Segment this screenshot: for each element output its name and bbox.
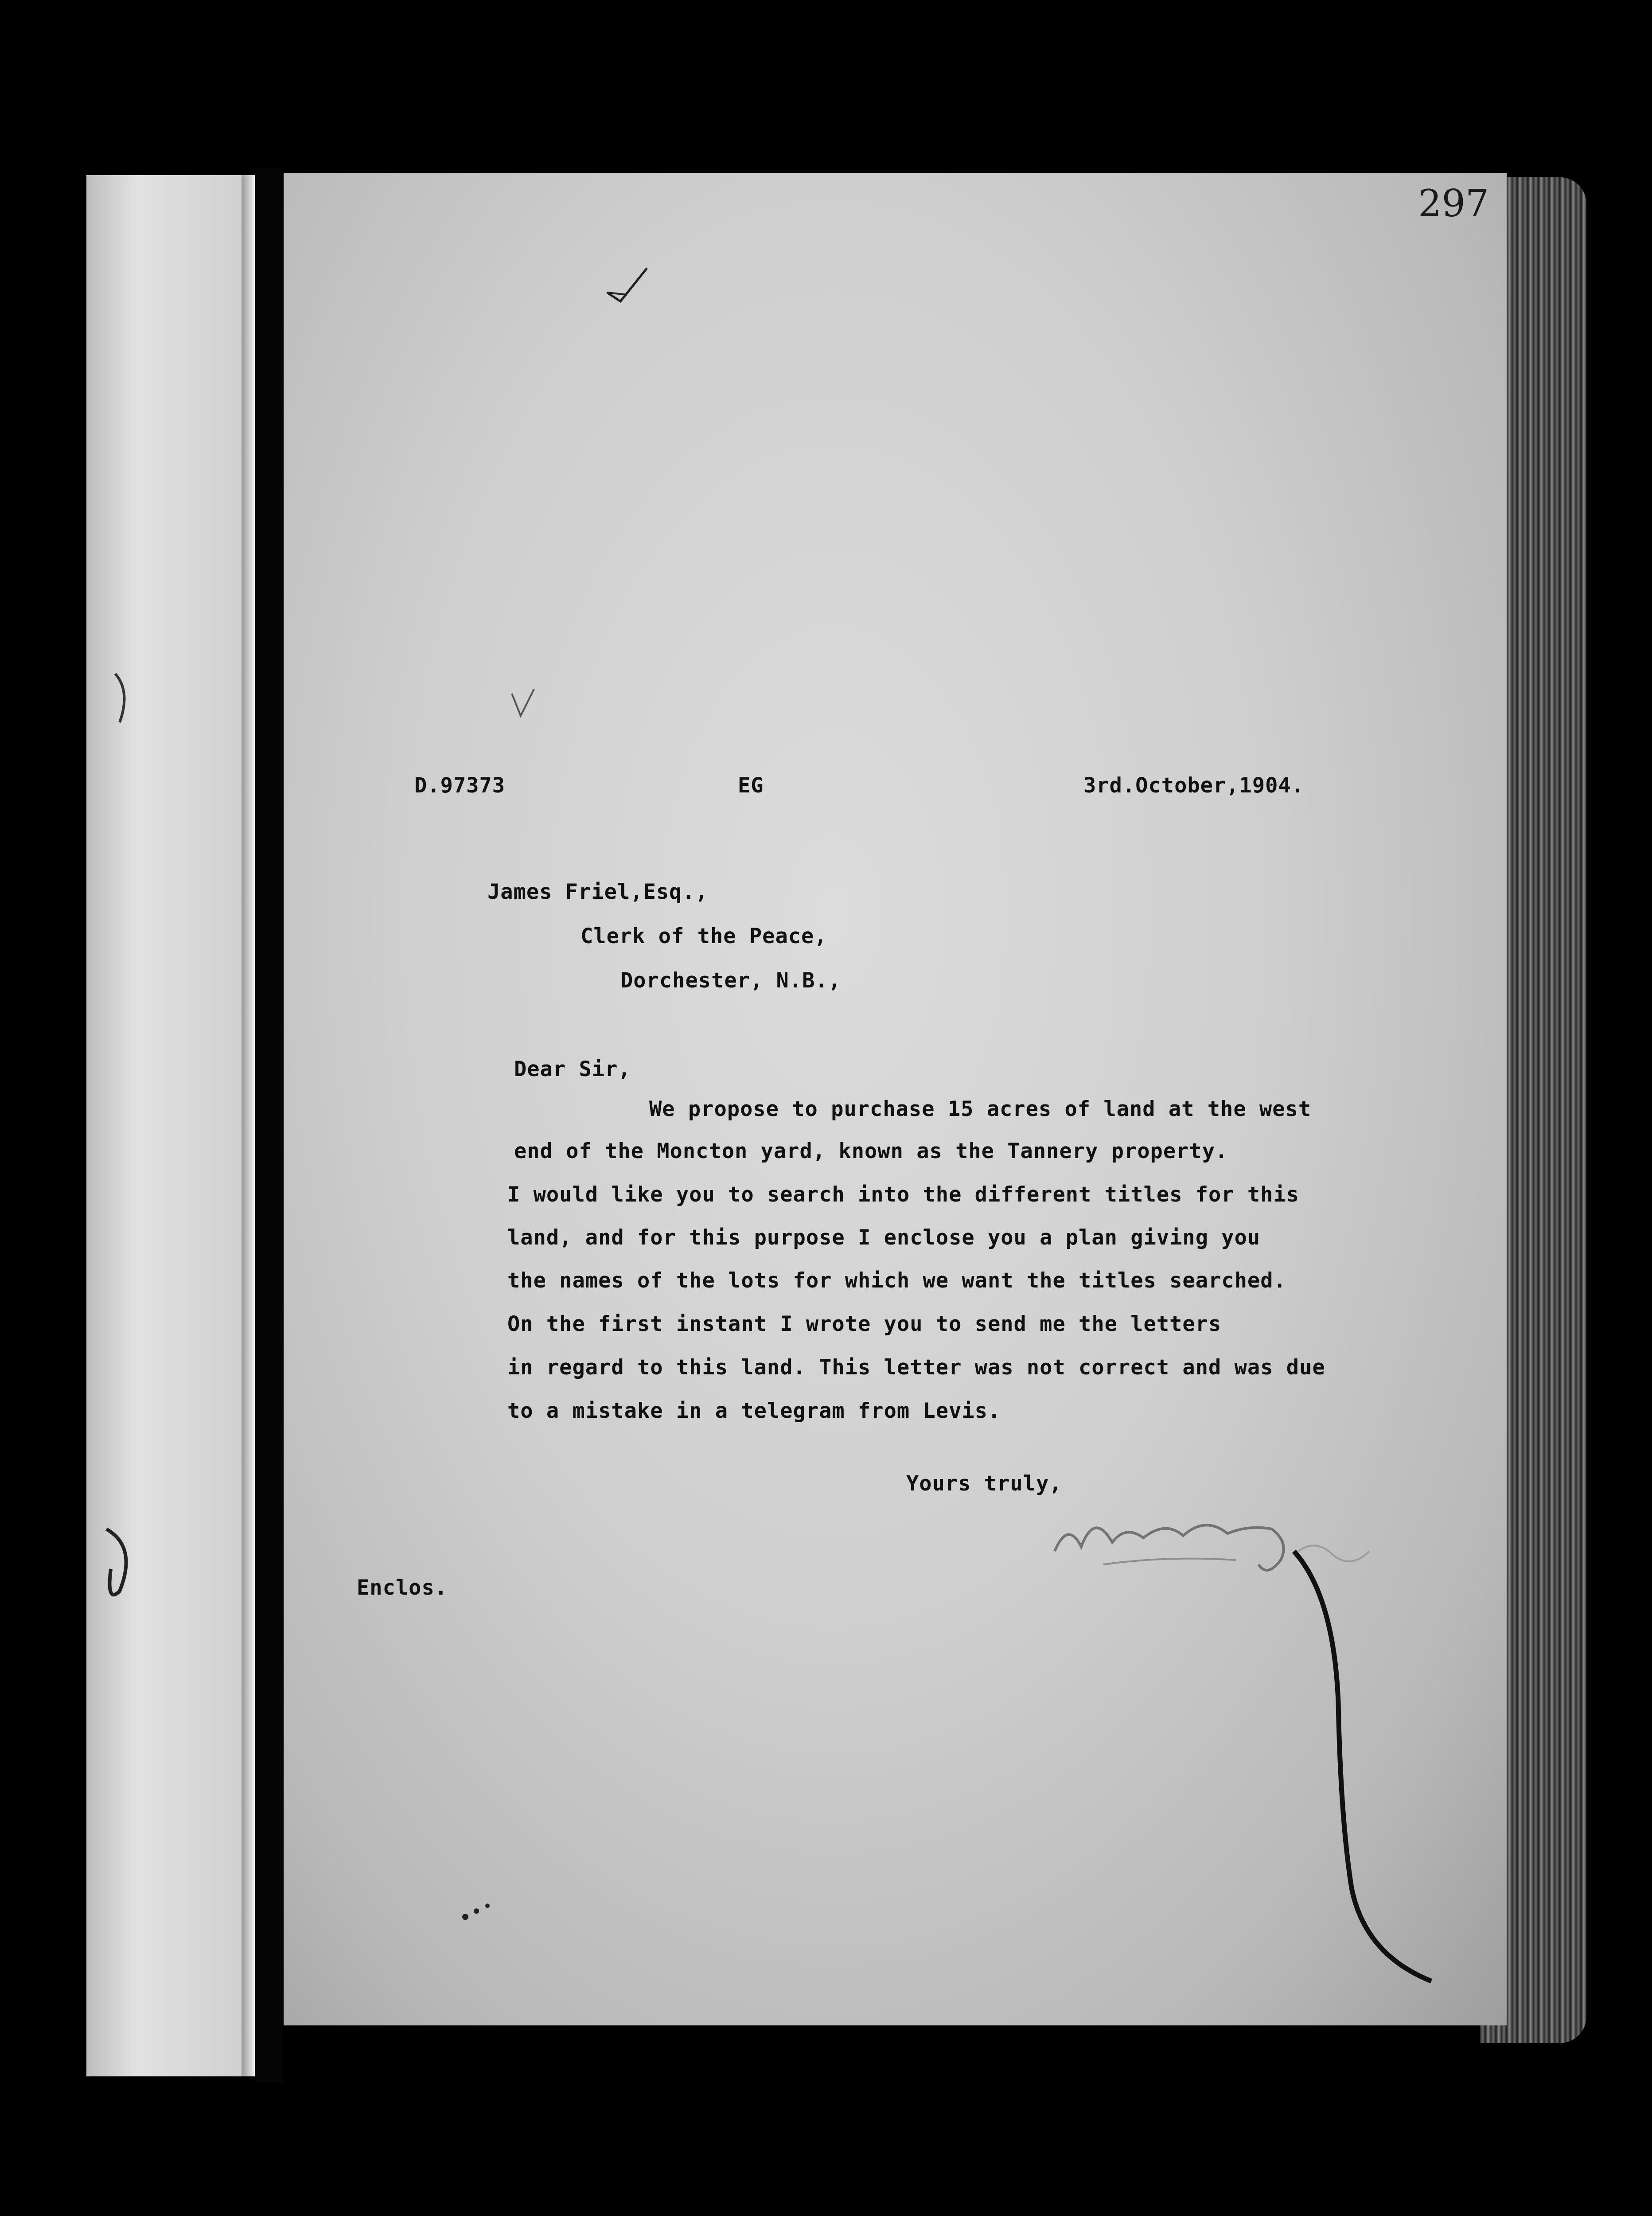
letter-date: 3rd.October,1904. [1083, 773, 1305, 798]
ink-dots [456, 1892, 510, 1928]
check-mark-icon [603, 266, 656, 315]
binding-gutter [256, 168, 283, 2083]
enclosure-note: Enclos. [357, 1576, 448, 1600]
tick-mark-icon [507, 685, 543, 725]
body-line: in regard to this land. This letter was not correct and was due [507, 1355, 1325, 1380]
body-line: I would like you to search into the different titles for this [507, 1182, 1300, 1207]
body-line: the names of the lots for which we want the titles searched. [507, 1268, 1286, 1293]
body-line: to a mistake in a telegram from Levis. [507, 1399, 1001, 1423]
left-page-fold [242, 175, 255, 2076]
body-line: On the first instant I wrote you to send me the letters [507, 1312, 1222, 1336]
body-line: end of the Moncton yard, known as the Tannery property. [514, 1139, 1228, 1163]
initials: EG [738, 773, 764, 798]
ink-stroke [1285, 1542, 1453, 1990]
left-strip-marks [89, 665, 142, 1640]
body-line: land, and for this purpose I enclose you a plan giving you [507, 1225, 1261, 1250]
salutation: Dear Sir, [514, 1057, 631, 1081]
file-number: D.97373 [414, 773, 506, 798]
addressee-title: Clerk of the Peace, [581, 924, 827, 948]
page-number: 297 [1418, 182, 1489, 225]
addressee-name: James Friel,Esq., [487, 880, 709, 904]
closing: Yours truly, [906, 1471, 1062, 1496]
body-line: We propose to purchase 15 acres of land at the west [649, 1097, 1312, 1121]
addressee-place: Dorchester, N.B., [620, 968, 842, 993]
